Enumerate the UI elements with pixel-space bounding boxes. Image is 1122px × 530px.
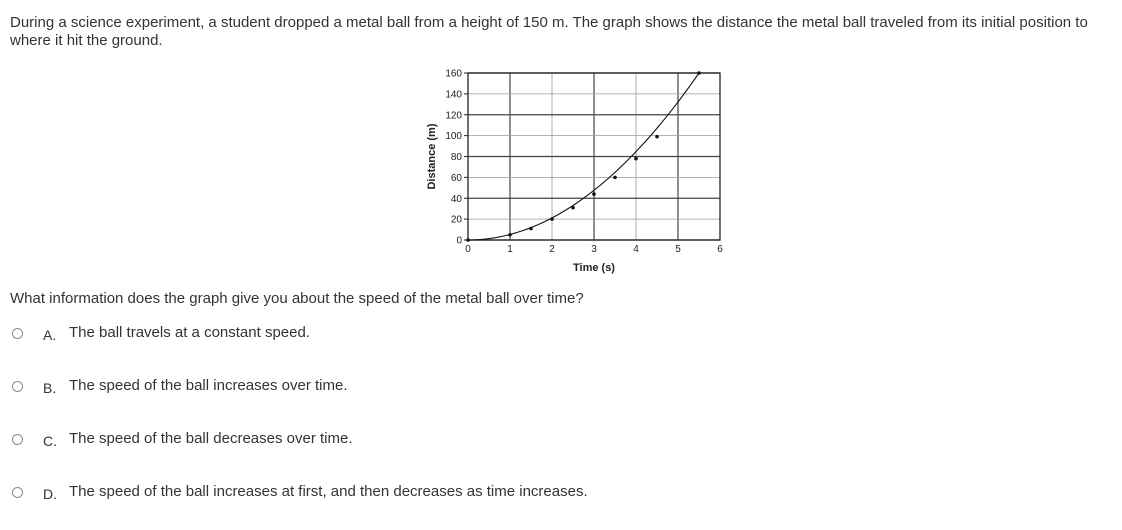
x-tick-label: 1: [507, 244, 513, 255]
choice-text: The speed of the ball decreases over time.: [69, 430, 353, 447]
radio-button-a[interactable]: [12, 328, 23, 339]
data-point: [550, 217, 554, 221]
chart-svg: [424, 66, 734, 280]
x-tick-label: 3: [591, 244, 597, 255]
data-point: [508, 233, 512, 237]
distance-time-graph: [424, 66, 734, 280]
x-tick-label: 4: [633, 244, 639, 255]
choice-letter: A.: [43, 327, 57, 343]
y-tick-label: 120: [445, 110, 462, 122]
question-prompt: What information does the graph give you about the speed of the metal ball over time?: [10, 290, 584, 307]
data-point: [571, 206, 575, 210]
y-tick-label: 140: [445, 89, 462, 101]
y-axis-label: Distance (m): [426, 123, 438, 190]
x-tick-label: 6: [717, 244, 723, 255]
choice-text: The speed of the ball increases at first, and then decreases as time increases.: [69, 483, 588, 500]
y-tick-label: 160: [445, 68, 462, 80]
radio-button-d[interactable]: [12, 487, 23, 498]
y-tick-label: 60: [450, 172, 462, 184]
data-point: [529, 227, 533, 231]
y-tick-label: 40: [450, 193, 462, 205]
data-point: [466, 238, 470, 242]
y-tick-label: 100: [445, 131, 462, 143]
x-axis-label: Time (s): [573, 262, 615, 274]
question-stem: During a science experiment, a student dropped a metal ball from a height of 150 m. The graph shows the distance the metal ball traveled from its initial position to where it hit the ground.: [10, 14, 1088, 49]
radio-button-b[interactable]: [12, 381, 23, 392]
choice-text: The speed of the ball increases over time.: [69, 377, 348, 394]
x-tick-label: 2: [549, 244, 555, 255]
data-point: [634, 157, 638, 161]
data-point: [592, 192, 596, 196]
y-tick-label: 0: [456, 235, 462, 247]
radio-button-c[interactable]: [12, 434, 23, 445]
y-tick-label: 80: [450, 152, 462, 163]
data-point: [655, 135, 659, 139]
data-point: [697, 71, 701, 75]
choice-letter: D.: [43, 486, 57, 502]
choice-letter: C.: [43, 433, 57, 449]
y-tick-label: 20: [450, 214, 462, 226]
data-point: [613, 176, 617, 180]
x-tick-label: 0: [465, 244, 471, 255]
choice-letter: B.: [43, 380, 57, 396]
choice-text: The ball travels at a constant speed.: [69, 324, 310, 341]
x-tick-label: 5: [675, 244, 681, 255]
